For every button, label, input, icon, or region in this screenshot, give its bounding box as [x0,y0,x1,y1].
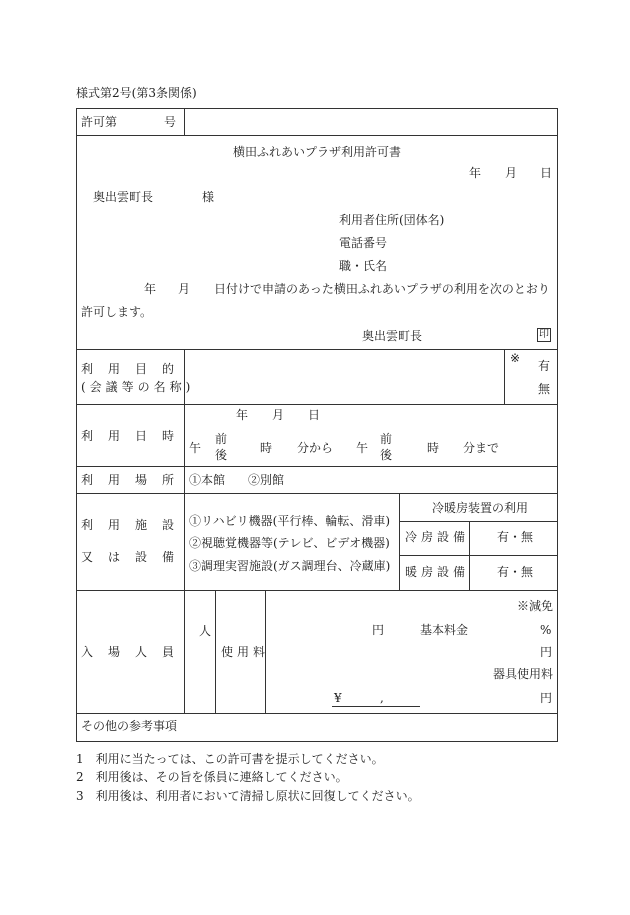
divider [184,108,185,135]
purpose-no: 無 [538,382,551,396]
divider [76,590,558,591]
equipment-fee-label: 器具使用料 [493,667,554,681]
datetime-zen2: 前 [380,432,393,446]
permit-body-line2: 許可します。 [81,305,153,319]
datetime-go1: 後 [215,448,228,462]
purpose-label: 利用目的 [81,362,190,376]
purpose-sublabel: (会議等の名称) [81,380,195,394]
datetime-month: 月 [272,408,285,422]
persons-unit: 人 [199,624,212,638]
fee-label: 使用料 [221,645,270,659]
date-month-label: 月 [505,166,518,180]
divider [399,493,400,590]
equipment-fee-yen: 円 [540,691,553,705]
cooling-value: 有・無 [497,530,534,544]
facility-label-line2: 又は設備 [81,550,190,564]
admission-label: 入場人員 [81,645,190,659]
place-option-main: ①本館 [189,473,226,487]
fee-yen-unit: 円 [372,623,385,637]
form-code: 様式第2号(第3条関係) [76,86,197,100]
base-fee-label: 基本料金 [420,623,469,637]
note-1: 1 利用に当たっては、この許可書を提示してください。 [76,752,384,766]
divider [76,466,558,467]
total-underline [332,706,420,707]
divider [215,590,216,713]
total-comma: , [380,691,384,705]
applicant-address-label: 利用者住所(団体名) [339,213,445,227]
other-notes-label: その他の参考事項 [81,719,178,733]
permit-number-suffix: 号 [164,115,177,129]
date-year-label: 年 [469,166,482,180]
datetime-hour1: 時 [260,441,273,455]
applicant-phone-label: 電話番号 [339,236,388,250]
divider [76,404,558,405]
divider [399,521,558,522]
divider [504,349,505,404]
addressee-suffix: 様 [202,190,215,204]
body-month-label: 月 [178,282,191,296]
datetime-year: 年 [236,408,249,422]
issuer-name: 奥出雲町長 [362,329,423,343]
note-2: 2 利用後は、その旨を係員に連絡してください。 [76,770,348,784]
datetime-until: 分まで [463,441,500,455]
seal-stamp: 印 [539,329,549,340]
datetime-pm2: 午 [356,441,369,455]
facility-item-kitchen: ③調理実習施設(ガス調理台、冷蔵庫) [189,559,391,573]
datetime-pm1: 午 [189,441,202,455]
reduction-percent: % [540,623,552,637]
total-currency: ¥ [334,691,342,705]
note-3: 3 利用後は、利用者において清掃し原状に回復してください。 [76,789,420,803]
datetime-label: 利用日時 [81,429,190,443]
place-option-annex: ②別館 [248,473,285,487]
date-day-label: 日 [540,166,553,180]
facility-item-rehab: ①リハビリ機器(平行棒、輪転、滑車) [189,514,391,528]
facility-item-av: ②視聴覚機器等(テレビ、ビデオ機器) [189,536,390,550]
divider [399,555,558,556]
form-title: 横田ふれあいプラザ利用許可書 [233,145,402,159]
datetime-hour2: 時 [427,441,440,455]
divider [76,493,558,494]
purpose-note-mark: ※ [510,351,521,365]
cooling-label: 冷房設備 [405,530,470,544]
applicant-name-label: 職・氏名 [339,259,388,273]
datetime-zen1: 前 [215,432,228,446]
purpose-yes: 有 [538,359,551,373]
datetime-day: 日 [308,408,321,422]
heating-label: 暖房設備 [405,565,470,579]
heating-value: 有・無 [497,565,534,579]
facility-label-line1: 利用施設 [81,518,190,532]
aircon-header: 冷暖房装置の利用 [432,501,529,515]
divider [76,349,558,350]
addressee: 奥出雲町長 [93,190,154,204]
body-year-label: 年 [144,282,157,296]
datetime-from: 分から [297,441,334,455]
place-label: 利用場所 [81,473,190,487]
reduction-mark: ※減免 [517,599,554,613]
permit-number-label: 許可第 [81,115,118,129]
divider [76,713,558,714]
datetime-go2: 後 [380,448,393,462]
permit-body-line1: 日付けで申請のあった横田ふれあいプラザの利用を次のとおり [214,282,550,296]
base-fee-yen: 円 [540,645,553,659]
divider [76,135,558,136]
